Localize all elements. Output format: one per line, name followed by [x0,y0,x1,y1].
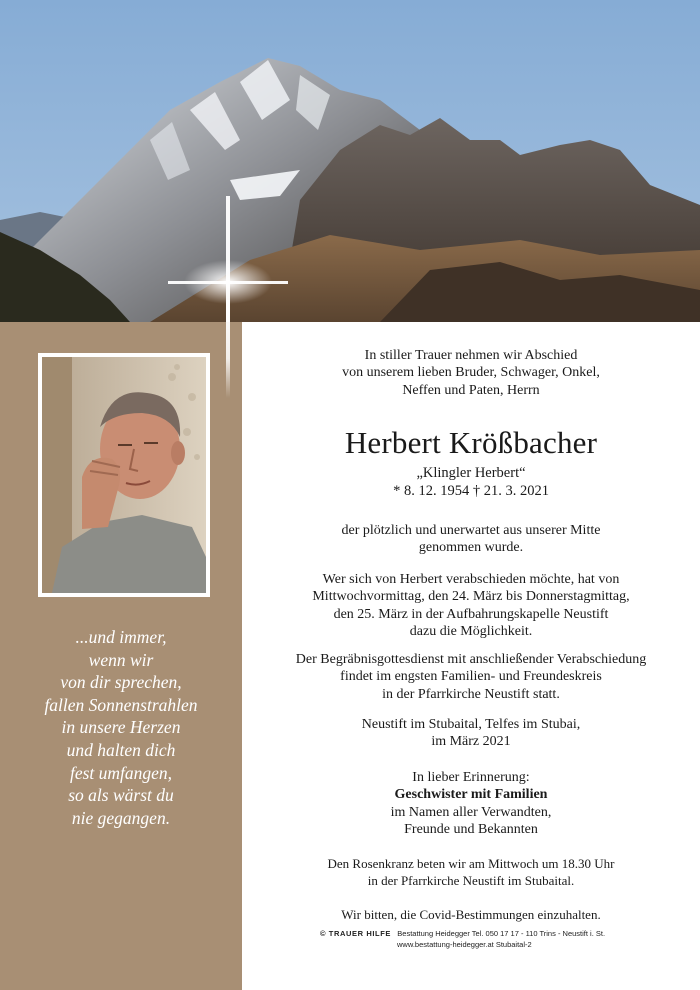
passing-line: der plötzlich und unerwartet aus unserer Mitte [341,523,601,538]
poem-line: nie gegangen. [71,807,171,828]
covid-notice: Wir bitten, die Covid-Bestimmungen einzuhalten. [341,907,601,922]
viewing-text [242,571,700,641]
poem-line: von dir sprechen, [60,672,182,693]
viewing-line: den 25. März in der Aufbahrungskapelle Neustift [333,606,609,622]
portrait-image [42,357,206,593]
viewing-line: dazu die Möglichkeit. [409,624,533,640]
life-dates: * 8. 12. 1954 † 21. 3. 2021 [393,483,549,499]
intro-line: Neffen und Paten, Herrn [402,382,540,398]
poem-line: ...und immer, [75,627,167,647]
poem-line: wenn wir [88,649,154,670]
intro-line: von unserem lieben Bruder, Schwager, Onkel, [342,365,600,381]
rosary-line: Den Rosenkranz beten wir am Mittwoch um 18.30 Uhr [327,856,615,871]
mountain-banner [0,0,700,322]
poem-line: in unsere Herzen [61,717,181,738]
place-date-text [242,716,700,751]
intro-line: In stiller Trauer nehmen wir Abschied [364,348,578,363]
footer-line-1 [320,928,605,939]
viewing-line: Wer sich von Herbert verabschieden möchte, hat von [322,572,620,587]
intro-text [242,347,700,399]
remembrance-text [242,769,700,839]
poem-line: so als wärst du [68,785,174,806]
footer-website: www.bestattung-heidegger.at Stubaital-2 [397,940,532,949]
rosary-line: in der Pfarrkirche Neustift im Stubaital. [367,872,575,888]
mountain-landscape [0,0,700,322]
service-line: findet im engsten Familien- und Freundeskreis [340,669,602,685]
remembrance-intro: In lieber Erinnerung: [412,770,530,785]
rosary-text [242,856,700,890]
passing-line: genommen wurde. [418,540,524,556]
deceased-name: Herbert Krößbacher [344,425,598,460]
remembrance-line: Freunde und Bekannten [404,822,538,838]
service-text [242,651,700,703]
poem-line: und halten dich [66,739,176,760]
trauer-hilfe-logo: © TRAUER HILFE [320,929,392,938]
poem-line: fallen Sonnenstrahlen [44,694,198,715]
cross-stem [226,300,230,398]
viewing-line: Mittwochvormittag, den 24. März bis Donnerstagmittag, [312,589,630,605]
poem-line: fest umfangen, [69,762,173,783]
obituary-notice [242,322,700,990]
remembrance-line: im Namen aller Verwandten, [390,804,552,820]
portrait-photo [38,353,210,597]
nickname: „Klingler Herbert“ [416,465,526,481]
service-line: Der Begräbnisgottesdienst mit anschließender Verabschiedung [295,652,647,667]
service-line: in der Pfarrkirche Neustift statt. [382,686,560,702]
place-date-line: Neustift im Stubaital, Telfes im Stubai, [361,717,581,732]
family-signature: Geschwister mit Familien [394,787,548,803]
passing-text [242,522,700,557]
memorial-poem [0,626,242,829]
footer-contact: Bestattung Heidegger Tel. 050 17 17 - 110 Trins - Neustift i. St. [397,929,606,938]
place-date-line: im März 2021 [431,734,511,750]
